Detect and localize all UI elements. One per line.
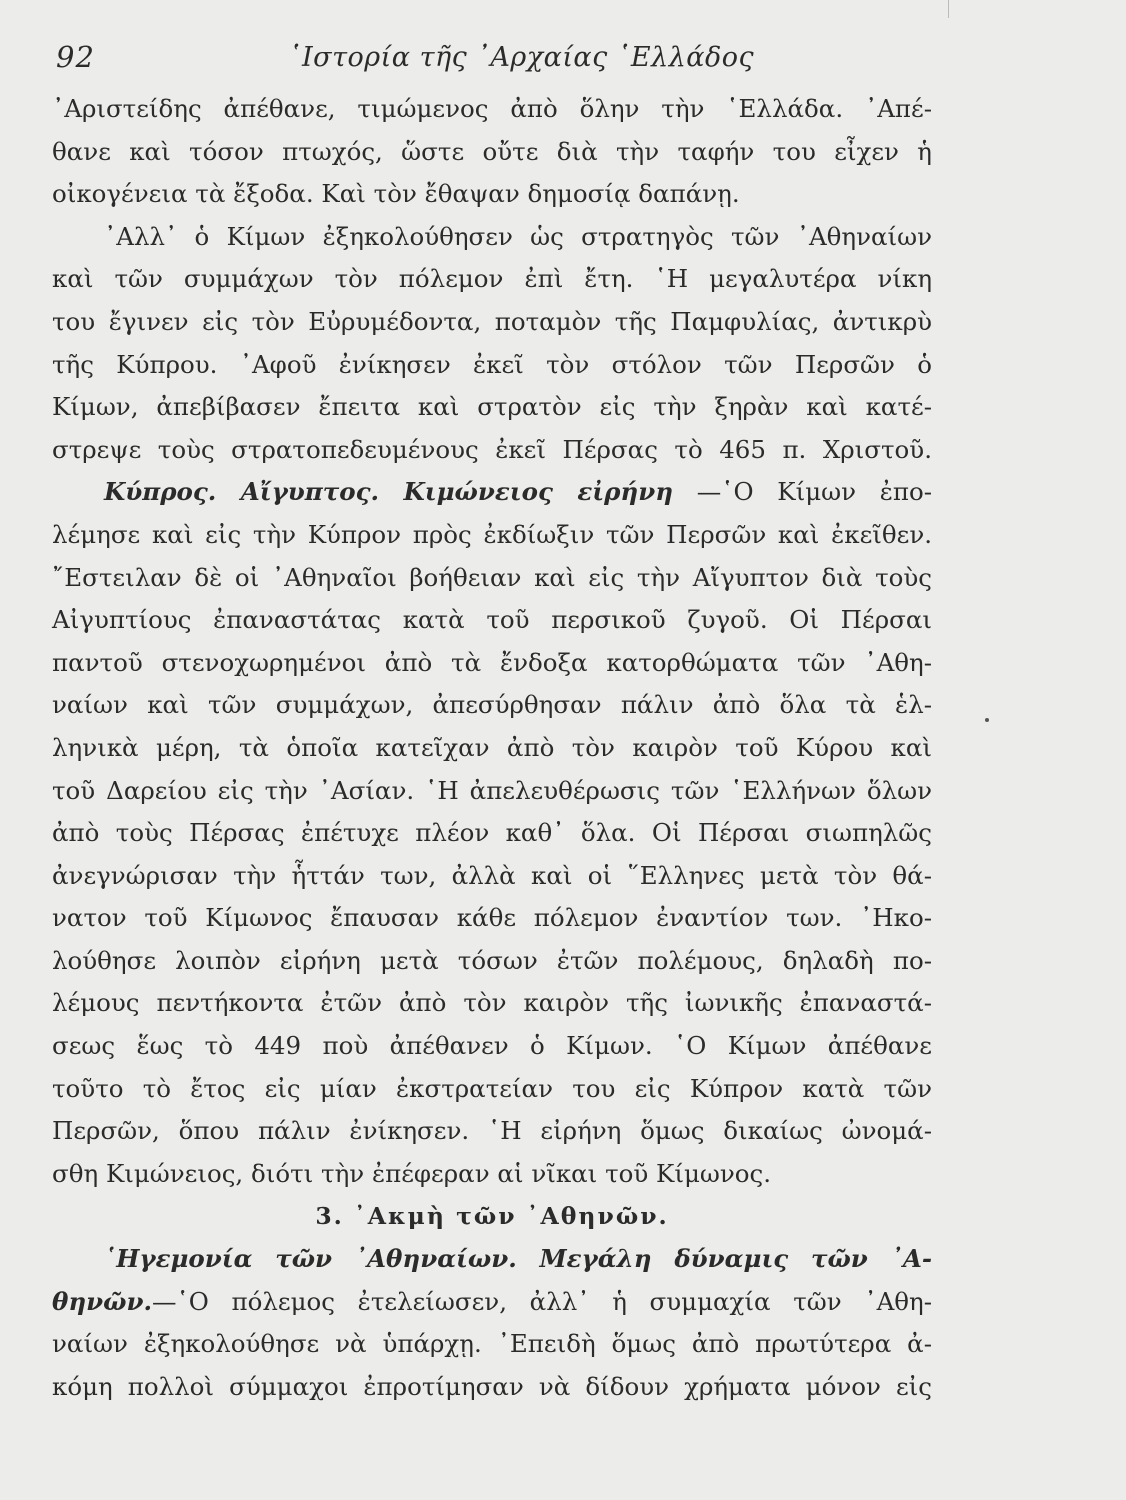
text-line: λέμησε καὶ εἰς τὴν Κύπρον πρὸς ἐκδίωξιν τῶν Περσῶν καὶ ἐκεῖθεν. (52, 519, 932, 549)
body-text (52, 88, 932, 1408)
text-line: ἀπὸ τοὺς Πέρσας ἐπέτυχε πλέον καθ᾿ ὅλα. Οἱ Πέρσαι σιωπηλῶς (52, 818, 932, 848)
header-title: ῾Ιστορία τῆς ᾿Αρχαίας ῾Ελλάδος (288, 42, 755, 73)
text-line: ναίων ἐξηκολούθησε νὰ ὑπάρχῃ. ᾿Επειδὴ ὅμως ἀπὸ πρωτύτερα ἀ- (52, 1329, 932, 1359)
text-line: τοῦ Δαρείου εἰς τὴν ᾿Ασίαν. ῾Η ἀπελευθέρωσις τῶν ῾Ελλήνων ὅλων (52, 775, 932, 805)
text-line-with-side-heading (52, 1281, 932, 1324)
scan-mark (948, 0, 949, 18)
text-line: νατον τοῦ Κίμωνος ἔπαυσαν κάθε πόλεμον ἐναντίον των. ᾿Ηκο- (52, 903, 932, 933)
side-heading-continuation: —῾Ο Κίμων ἐπο- (673, 477, 932, 507)
text-line: θανε καὶ τόσον πτωχός, ὥστε οὔτε διὰ τὴν ταφήν του εἶχεν ἡ (52, 136, 932, 166)
section-heading: 3. ᾿Ακμὴ τῶν ᾿Αθηνῶν. (315, 1202, 669, 1231)
text-line: ᾿Αριστείδης ἀπέθανε, τιμώμενος ἀπὸ ὅλην τὴν ῾Ελλάδα. ᾿Απέ- (52, 94, 932, 123)
text-line: ᾿Αλλ᾿ ὁ Κίμων ἐξηκολούθησεν ὡς στρατηγὸς τῶν ᾿Αθηναίων (104, 221, 932, 251)
text-line-with-side-heading (52, 471, 932, 514)
text-line: λέμους πεντήκοντα ἐτῶν ἀπὸ τὸν καιρὸν τῆς ἰωνικῆς ἐπαναστά- (52, 988, 932, 1018)
text-line: Περσῶν, ὅπου πάλιν ἐνίκησεν. ῾Η εἰρήνη ὅμως δικαίως ὠνομά- (52, 1116, 932, 1146)
text-line: ἀνεγνώρισαν τὴν ἧττάν των, ἀλλὰ καὶ οἱ ῞Ελληνες μετὰ τὸν θά- (52, 860, 932, 890)
text-line: στρεψε τοὺς στρατοπεδευμένους ἐκεῖ Πέρσας τὸ 465 π. Χριστοῦ. (52, 434, 932, 464)
side-heading: Κύπρος. Αἴγυπτος. Κιμώνειος εἰρήνη (104, 477, 674, 507)
text-line: παντοῦ στενοχωρημένοι ἀπὸ τὰ ἔνδοξα κατορθώματα τῶν ᾿Αθη- (52, 647, 932, 677)
text-line: σεως ἕως τὸ 449 ποὺ ἀπέθανεν ὁ Κίμων. ῾Ο Κίμων ἀπέθανε (52, 1031, 932, 1061)
text-line: Κίμων, ἀπεβίβασεν ἔπειτα καὶ στρατὸν εἰς τὴν ξηρὰν καὶ κατέ- (52, 392, 932, 422)
page-number: 92 (56, 40, 95, 74)
text-line: του ἔγινεν εἰς τὸν Εὐρυμέδοντα, ποταμὸν τῆς Παμφυλίας, ἀντικρὺ (52, 306, 932, 336)
text-line: λούθησε λοιπὸν εἰρήνη μετὰ τόσων ἐτῶν πολέμους, δηλαδὴ πο- (52, 945, 932, 975)
text-line: τοῦτο τὸ ἔτος εἰς μίαν ἐκστρατείαν του εἰς Κύπρον κατὰ τῶν (52, 1073, 932, 1103)
text-line: Αἰγυπτίους ἐπαναστάτας κατὰ τοῦ περσικοῦ ζυγοῦ. Οἱ Πέρσαι (52, 605, 932, 635)
text-line: κόμη πολλοὶ σύμμαχοι ἐπροτίμησαν νὰ δίδουν χρήματα μόνον εἰς (52, 1371, 932, 1401)
text-line: καὶ τῶν συμμάχων τὸν πόλεμον ἐπὶ ἔτη. ῾Η μεγαλυτέρα νίκη (52, 264, 932, 294)
text-line: σθη Κιμώνειος, διότι τὴν ἐπέφεραν αἱ νῖκαι τοῦ Κίμωνος. (52, 1158, 772, 1188)
text-line: ληνικὰ μέρη, τὰ ὁποῖα κατεῖχαν ἀπὸ τὸν καιρὸν τοῦ Κύρου καὶ (52, 732, 932, 762)
print-speck (985, 718, 989, 722)
text-line: οἰκογένεια τὰ ἔξοδα. Καὶ τὸν ἔθαψαν δημοσίᾳ δαπάνῃ. (52, 179, 740, 209)
running-head (56, 40, 956, 80)
subsection-heading: ῾Ηγεμονία τῶν ᾿Αθηναίων. Μεγάλη δύναμις τῶν ᾿Α- (104, 1244, 932, 1274)
text-line: ναίων καὶ τῶν συμμάχων, ἀπεσύρθησαν πάλιν ἀπὸ ὅλα τὰ ἑλ- (52, 690, 932, 720)
text-line: ῎Εστειλαν δὲ οἱ ᾿Αθηναῖοι βοήθειαν καὶ εἰς τὴν Αἴγυπτον διὰ τοὺς (52, 562, 932, 592)
side-heading-continuation: —῾Ο πόλεμος ἐτελείωσεν, ἀλλ᾿ ἡ συμμαχία τῶν ᾿Αθη- (152, 1286, 932, 1316)
text-line: τῆς Κύπρου. ᾿Αφοῦ ἐνίκησεν ἐκεῖ τὸν στόλον τῶν Περσῶν ὁ (52, 349, 932, 379)
side-heading: θηνῶν. (52, 1286, 153, 1316)
